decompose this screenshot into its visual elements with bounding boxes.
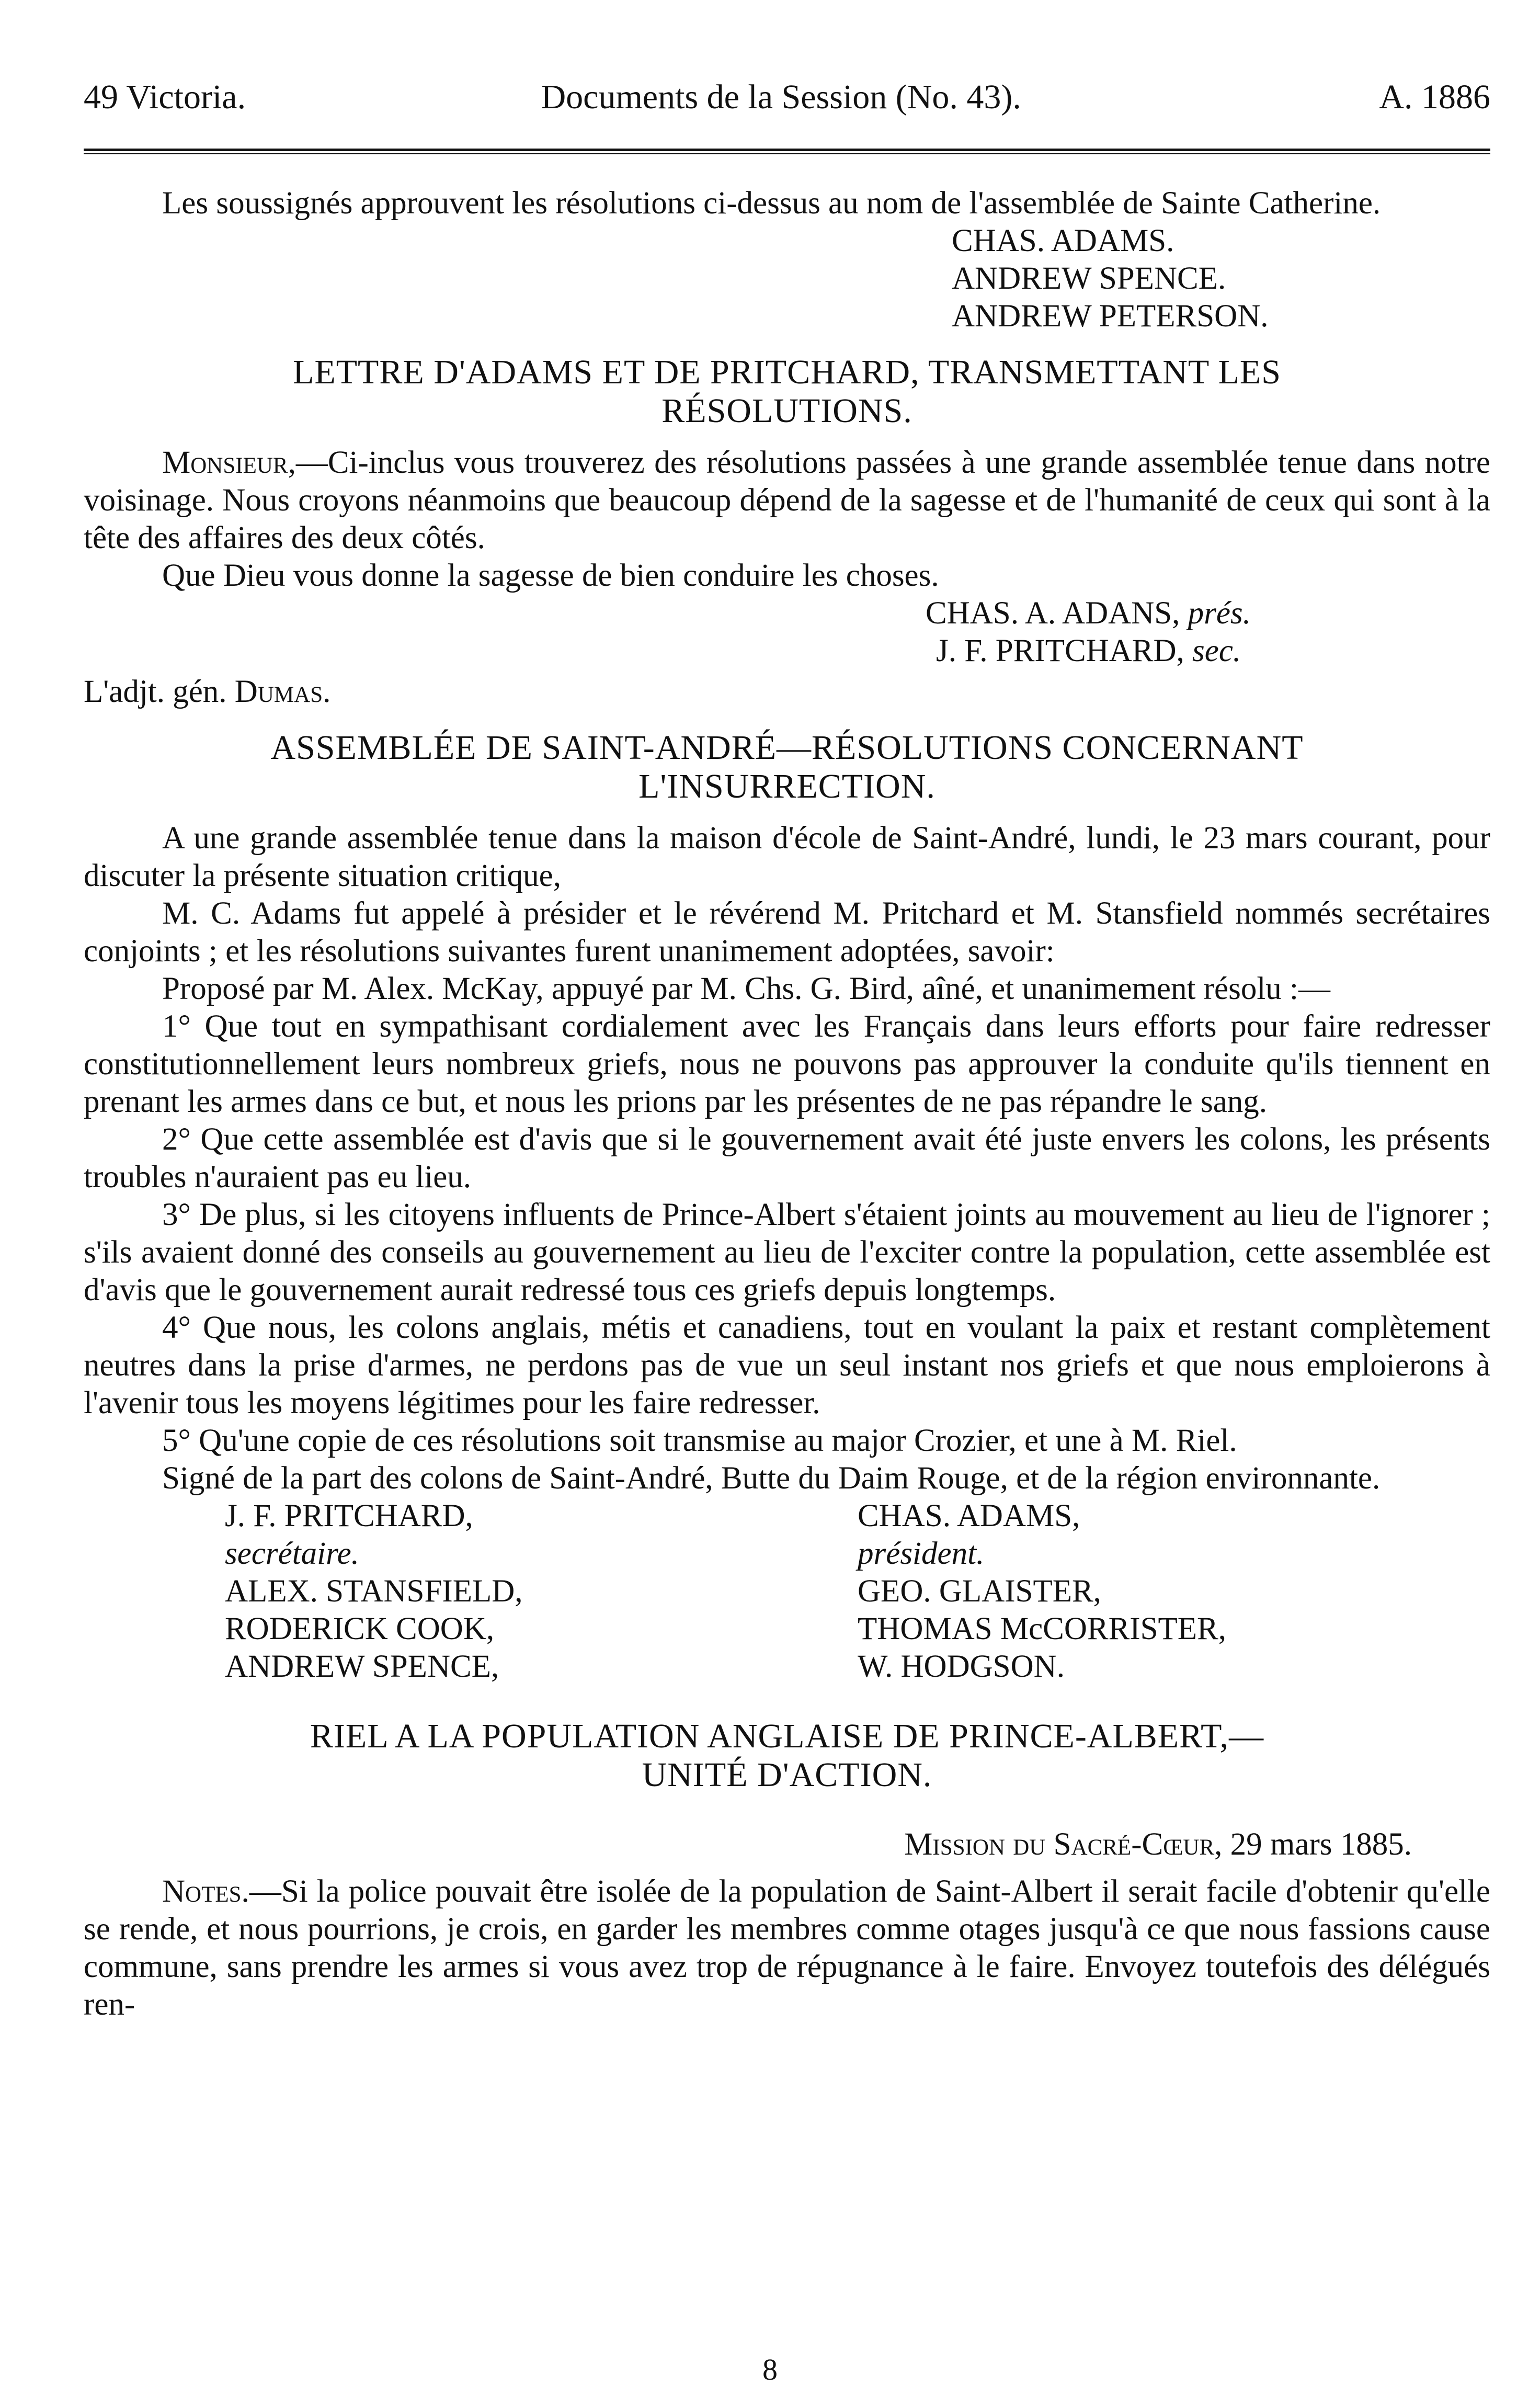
resolution-5: 5° Qu'une copie de ces résolutions soit transmise au major Crozier, et une à M. Riel.: [162, 1423, 1237, 1458]
signatory: CHAS. ADAMS.: [952, 223, 1174, 258]
notes-label: Notes.: [162, 1874, 249, 1909]
signatories-left: [225, 1497, 858, 1686]
heading-line: ASSEMBLÉE DE SAINT-ANDRÉ—RÉSOLUTIONS CONCERNANT: [270, 729, 1304, 767]
header-year: A. 1886: [1379, 78, 1490, 116]
signatories-right: [858, 1497, 1490, 1686]
dateline-date: 29 mars 1885.: [1230, 1827, 1412, 1862]
signatory: W. HODGSON.: [858, 1649, 1065, 1684]
assembly-paragraph: Proposé par M. Alex. McKay, appuyé par M. Chs. G. Bird, aîné, et unanimement résolu :—: [162, 971, 1330, 1006]
heading-line: UNITÉ D'ACTION.: [642, 1756, 932, 1794]
resolution-3: 3° De plus, si les citoyens influents de Prince-Albert s'étaient joints au mouvement au lieu de l'ignorer ; s'ils avaient donné des conseils au gouvernement au lieu de l'exciter contre la population, cette assemblée est d'avis que le gouvernement aurait redressé tous ces griefs depuis longtemps.: [84, 1197, 1490, 1308]
resolution-2: 2° Que cette assemblée est d'avis que si le gouvernement avait été juste envers les colons, les présents troubles n'auraient pas eu lieu.: [84, 1122, 1490, 1195]
signature-role: sec.: [1192, 633, 1241, 668]
letter-text: —Ci-inclus vous trouverez des résolutions passées à une grande assemblée tenue dans notre voisinage. Nous croyons néanmoins que beaucoup dépend de la sagesse et de l'humanité de ceux qui sont à la tête des affaires des deux côtés.: [84, 445, 1490, 555]
signatory: ANDREW SPENCE.: [952, 261, 1226, 296]
signatory-name: CHAS. ADAMS,: [858, 1498, 1080, 1533]
heading-line: RIEL A LA POPULATION ANGLAISE DE PRINCE-ALBERT,—: [310, 1717, 1264, 1755]
signatory-role: président.: [858, 1536, 985, 1571]
approval-paragraph: Les soussignés approuvent les résolutions ci-dessus au nom de l'assemblée de Sainte Catherine.: [162, 186, 1381, 221]
heading-line: L'INSURRECTION.: [638, 767, 936, 805]
letter-closing: Que Dieu vous donne la sagesse de bien conduire les choses.: [162, 558, 939, 593]
dateline-place: Mission du Sacré-Cœur,: [904, 1827, 1223, 1862]
letter-signatures: [926, 595, 1490, 670]
signatory-role: secrétaire.: [225, 1536, 359, 1571]
signatory: RODERICK COOK,: [225, 1611, 495, 1646]
signature-line: [926, 595, 1490, 632]
salutation: Monsieur,: [162, 445, 296, 480]
signatory: ANDREW SPENCE,: [225, 1649, 499, 1684]
resolution-4: 4° Que nous, les colons anglais, métis et canadiens, tout en voulant la paix et restant complètement neutres dans la prise d'armes, ne perdons pas de vue un seul instant nos griefs et que nous emploierons à l'avenir tous les moyens légitimes pour les faire redresser.: [84, 1310, 1490, 1420]
addressee-title: L'adjt. gén.: [84, 674, 227, 709]
signature-role: prés.: [1188, 596, 1251, 631]
assembly-paragraph: M. C. Adams fut appelé à présider et le révérend M. Pritchard et M. Stansfield nommés secrétaires conjoints ; et les résolutions suivantes furent unanimement adoptées, savoir:: [84, 896, 1490, 969]
header-volume: 49 Victoria.: [84, 78, 246, 116]
signatory: GEO. GLAISTER,: [858, 1574, 1101, 1609]
dateline: [84, 1826, 1412, 1863]
signatory: [858, 1497, 1490, 1573]
page-number: 8: [762, 2352, 778, 2386]
signatory-name: J. F. PRITCHARD,: [225, 1498, 473, 1533]
assembly-paragraph: A une grande assemblée tenue dans la maison d'école de Saint-André, lundi, le 23 mars courant, pour discuter la présente situation critique,: [84, 821, 1490, 893]
section-heading-letter: [84, 353, 1490, 430]
letter-body: [84, 444, 1490, 557]
running-header: [84, 78, 1490, 116]
header-rule-thick: [84, 149, 1490, 151]
signatory: [225, 1497, 858, 1573]
heading-line: LETTRE D'ADAMS ET DE PRITCHARD, TRANSMETTANT LES: [293, 353, 1281, 391]
header-rule-thin: [84, 153, 1490, 154]
notes-paragraph: [84, 1873, 1490, 2024]
signed-statement: Signé de la part des colons de Saint-André, Butte du Daim Rouge, et de la région environnante.: [162, 1461, 1381, 1496]
signature-line: [936, 632, 1490, 670]
signature-name: J. F. PRITCHARD,: [936, 633, 1184, 668]
signatory: ALEX. STANSFIELD,: [225, 1574, 523, 1609]
addressee-name: Dumas.: [234, 674, 331, 709]
resolution-1: 1° Que tout en sympathisant cordialement avec les Français dans leurs efforts pour faire redresser constitutionnellement leurs nombreux griefs, nous ne pouvons pas approuver la conduite qu'ils tiennent en prenant les armes dans ce but, et nous les prions par les présentes de ne pas répandre le sang.: [84, 1009, 1490, 1119]
signatory: ANDREW PETERSON.: [952, 299, 1269, 334]
signatory: THOMAS McCORRISTER,: [858, 1611, 1226, 1646]
notes-text: —Si la police pouvait être isolée de la population de Saint-Albert il serait facile d'obtenir qu'elle se rende, et nous pourrions, je crois, en garder les membres comme otages jusqu'à ce que nous fassions cause commune, sans prendre les armes si vous avez trop de répugnance à le faire. Envoyez toutefois des délégués ren-: [84, 1874, 1490, 2022]
heading-line: RÉSOLUTIONS.: [661, 392, 912, 430]
header-title: Documents de la Session (No. 43).: [541, 78, 1021, 116]
section-heading-assembly: [84, 729, 1490, 806]
assembly-signatories: [225, 1497, 1490, 1686]
addressee: [84, 673, 1490, 711]
approval-signatories: [952, 222, 1490, 335]
signature-name: CHAS. A. ADANS,: [926, 596, 1180, 631]
section-heading-riel: [84, 1717, 1490, 1794]
